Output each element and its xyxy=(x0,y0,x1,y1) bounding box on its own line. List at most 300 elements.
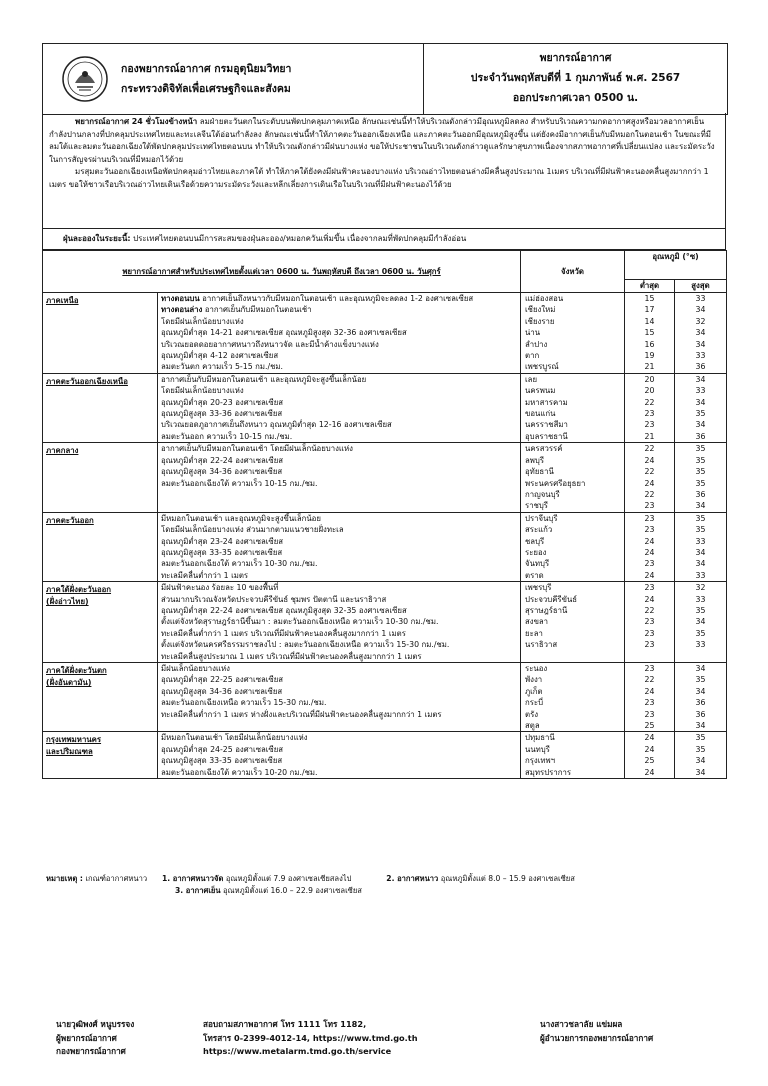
description-line xyxy=(161,628,517,639)
description-subregion: ทางตอนบน xyxy=(161,294,200,303)
min-temp-value: 24 xyxy=(644,547,655,557)
min-temp-value: 24 xyxy=(644,744,655,754)
summary-paragraph-2: มรสุมตะวันออกเฉียงเหนือพัดปกคลุมอ่าวไทยและภาคใต้ ทำให้ภาคใต้ยังคงมีฝนฟ้าคะนองบางแห่ง บริเวณอ่าวไทยตอนล่างมีคลื่นสูงประมาณ 1เมตร บริเวณที่มีฝนฟ้าคะนองคลื่นสูงมากกว่า 1 เมตร ขอให้ชาวเรือบริเวณอ่าวไทยเดินเรือด้วยความระมัดระวังและหลีกเลี่ยงการเดินเรือในบริเวณที่มีฝนฟ้าคะนองไว้ด้วย xyxy=(49,167,709,189)
min-temp-value: 23 xyxy=(644,617,655,627)
max-temp-cell xyxy=(675,732,727,779)
province-cell xyxy=(521,512,625,581)
max-temp-value: 34 xyxy=(695,374,706,384)
min-temp-value: 25 xyxy=(644,721,655,731)
description-text: อุณหภูมิต่ำสุด 24-25 องศาเซลเซียส xyxy=(161,744,284,754)
description-line xyxy=(161,744,517,755)
max-temp-value: 35 xyxy=(695,744,706,754)
min-temp-value: 22 xyxy=(644,467,655,477)
min-temp-value: 23 xyxy=(644,698,655,708)
summary-heading: พยากรณ์อากาศ 24 ชั่วโมงข้างหน้า xyxy=(75,117,198,126)
min-temp-value: 24 xyxy=(644,686,655,696)
min-temp-cell xyxy=(625,582,675,663)
province-value: ตรัง xyxy=(525,709,539,719)
region-description-cell xyxy=(158,443,521,512)
temperature-header: อุณหภูมิ (°ซ) xyxy=(625,251,727,280)
region-row xyxy=(43,582,727,663)
max-temp-value: 35 xyxy=(695,455,706,465)
province-cell xyxy=(521,732,625,779)
province-value: ประจวบคีรีขันธ์ xyxy=(525,594,578,604)
max-temp-cell xyxy=(675,373,727,442)
region-description-cell xyxy=(158,663,521,732)
description-line xyxy=(161,419,517,430)
province-value: ยะลา xyxy=(525,628,543,638)
max-temp-value: 36 xyxy=(695,489,706,499)
region-name: ภาคตะวันออก xyxy=(46,515,94,525)
max-temp-value: 36 xyxy=(695,431,706,441)
province-value: เลย xyxy=(525,374,538,384)
ministry-name: กระทรวงดิจิทัลเพื่อเศรษฐกิจและสังคม xyxy=(121,83,291,95)
max-temp-value: 33 xyxy=(695,640,706,650)
description-text: อุณหภูมิต่ำสุด 23-24 องศาเซลเซียส xyxy=(161,536,284,546)
province-cell xyxy=(521,663,625,732)
description-line xyxy=(161,350,517,361)
description-line xyxy=(161,616,517,627)
description-text: ทะเลมีคลื่นต่ำกว่า 1 เมตร xyxy=(161,570,249,580)
description-text: ลมตะวันออกเฉียงใต้ ความเร็ว 10-20 กม./ชม. xyxy=(161,767,318,777)
forecaster-title: ผู้พยากรณ์อากาศ xyxy=(56,1032,117,1043)
min-temp-value: 24 xyxy=(644,536,655,546)
min-temp-value: 23 xyxy=(644,420,655,430)
min-temp-value: 23 xyxy=(644,501,655,511)
description-text: อุณหภูมิสูงสุด 34-36 องศาเซลเซียส xyxy=(161,467,283,477)
region-row xyxy=(43,293,727,374)
footnote-line-1 xyxy=(46,873,726,885)
province-value: ตราด xyxy=(525,570,544,580)
min-temp-value: 15 xyxy=(644,294,655,303)
contact-phone: สอบถามสภาพอากาศ โทร 1111 โทร 1182, xyxy=(203,1019,367,1029)
province-value: ลำปาง xyxy=(525,339,548,349)
contact-service-link[interactable]: https://www.metalarm.tmd.go.th/service xyxy=(203,1046,392,1056)
province-value: เชียงราย xyxy=(525,316,555,326)
max-temp-value: 33 xyxy=(695,386,706,396)
region-description-cell xyxy=(158,582,521,663)
province-value: ตาก xyxy=(525,351,540,361)
description-text: อากาศเย็นกับมีหมอกในตอนเช้า และอุณหภูมิจะสูงขึ้นเล็กน้อย xyxy=(161,374,367,384)
max-temp-value: 36 xyxy=(695,698,706,708)
max-temp-value: 34 xyxy=(695,328,706,338)
province-cell xyxy=(521,582,625,663)
description-line xyxy=(161,536,517,547)
min-temp-value: 19 xyxy=(644,351,655,361)
min-temp-value: 24 xyxy=(644,455,655,465)
min-temp-cell xyxy=(625,293,675,374)
date-line: ประจำวันพฤหัสบดีที่ 1 กุมภาพันธ์ พ.ศ. 2567 xyxy=(470,72,681,84)
province-header: จังหวัด xyxy=(521,251,625,293)
description-line xyxy=(161,582,517,593)
region-description-cell xyxy=(158,732,521,779)
min-temp-value: 23 xyxy=(644,559,655,569)
max-temp-value: 35 xyxy=(695,675,706,685)
description-line xyxy=(161,732,517,743)
max-temp-value: 32 xyxy=(695,583,706,593)
description-text: ลมตะวันออก ความเร็ว 10-15 กม./ชม. xyxy=(161,431,293,441)
region-name-cell xyxy=(43,732,158,779)
description-line xyxy=(161,524,517,535)
description-text: ทะเลมีคลื่นต่ำกว่า 1 เมตร บริเวณที่มีฝนฟ้าคะนองคลื่นสูงมากกว่า 1 เมตร xyxy=(161,628,406,638)
province-value: พระนครศรีอยุธยา xyxy=(525,478,586,488)
description-text: อุณหภูมิต่ำสุด 4-12 องศาเซลเซียส xyxy=(161,351,279,361)
regional-forecast-table xyxy=(42,250,727,779)
description-text: ลมตะวันออกเฉียงเหนือ ความเร็ว 15-30 กม./ชม. xyxy=(161,698,327,708)
min-temp-value: 24 xyxy=(644,594,655,604)
description-text: ทะเลมีคลื่นต่ำกว่า 1 เมตร ห่างฝั่งและบริเวณที่มีฝนฟ้าคะนองคลื่นสูงมากกว่า 1 เมตร xyxy=(161,709,442,719)
min-temp-value: 23 xyxy=(644,640,655,650)
description-text: อากาศเย็นถึงหนาวกับมีหมอกในตอนเช้า และอุณหภูมิจะลดลง 1-2 องศาเซลเซียส xyxy=(199,294,474,303)
agency-name: กองพยากรณ์อากาศ กรมอุตุนิยมวิทยา xyxy=(121,63,292,75)
description-line xyxy=(161,674,517,685)
description-line xyxy=(161,293,517,304)
min-temp-cell xyxy=(625,663,675,732)
director-name: นางสาวชลาลัย แข่มผล xyxy=(540,1019,623,1029)
province-value: นราธิวาส xyxy=(525,640,558,650)
region-name: ภาคเหนือ xyxy=(46,296,79,305)
criteria-1-value: อุณหภูมิตั้งแต่ 7.9 องศาเซลเซียสลงไป xyxy=(223,874,352,883)
criteria-3-value: อุณหภูมิตั้งแต่ 16.0 – 22.9 องศาเซลเซียส xyxy=(220,886,362,895)
description-text: บริเวณยอดภูอากาศเย็นถึงหนาว อุณหภูมิต่ำสุด 12-16 องศาเซลเซียส xyxy=(161,420,392,430)
min-temp-value: 23 xyxy=(644,409,655,419)
description-text: บริเวณยอดดอยอากาศหนาวถึงหนาวจัด และมีน้ำค้างแข็งบางแห่ง xyxy=(161,339,379,349)
min-temp-value: 23 xyxy=(644,525,655,535)
region-subname: (ฝั่งอ่าวไทย) xyxy=(46,597,89,607)
summary-text-1: ลมฝ่ายตะวันตกในระดับบนพัดปกคลุมภาคเหนือ ลักษณะเช่นนี้ทำให้บริเวณดังกล่าวมีอุณหภูมิลดลง สำหรับบริเวณความกดอากาศสูงหรือมวลอากาศเย็นกำลังปานกลางที่ปกคลุมประเทศไทยและทะเลจีนใต้อ่อนกำลังลง ลักษณะเช่นนี้ทำให้ภาคตะวันออกเฉียงเหนือ และภาคตะวันออกมีอุณหภูมิสูงขึ้น แต่ยังคงมีอากาศเย็นกับมีหมอกในตอนเช้า ในขณะที่มีลมใต้และลมตะวันออกเฉียงใต้พัดปกคลุมประเทศไทยตอนบน ทำให้บริเวณดังกล่าวมีฝนบางแห่ง ขอให้ประชาชนในบริเวณดังกล่าวดูแลรักษาสุขภาพเนื่องจากสภาพอากาศที่เปลี่ยนแปลง และระมัดระวังในการสัญจรผ่านบริเวณที่มีหมอกไว้ด้วย xyxy=(49,117,715,164)
region-description-cell xyxy=(158,293,521,374)
min-temp-value: 16 xyxy=(644,339,655,349)
region-row xyxy=(43,373,727,442)
region-subname: และปริมณฑล xyxy=(46,747,93,757)
description-line xyxy=(161,455,517,466)
description-line xyxy=(161,558,517,569)
max-temp-value: 35 xyxy=(695,628,706,638)
max-temp-value: 33 xyxy=(695,536,706,546)
description-line xyxy=(161,547,517,558)
description-text: ทะเลมีคลื่นสูงประมาณ 1 เมตร บริเวณที่มีฝนฟ้าคะนองคลื่นสูงมากกว่า 1 เมตร xyxy=(161,651,422,661)
description-line xyxy=(161,374,517,385)
forecaster-name: นายวุฒิพงศ์ หนูบรรจง xyxy=(56,1019,135,1029)
dust-text: ประเทศไทยตอนบนมีการสะสมของฝุ่นละออง/หมอกควันเพิ่มขึ้น เนื่องจากลมที่พัดปกคลุมมีกำลังอ่อน xyxy=(130,234,467,243)
region-name: ภาคกลาง xyxy=(46,446,79,456)
description-text: อุณหภูมิสูงสุด 33-35 องศาเซลเซียส xyxy=(161,756,283,766)
description-text: ลมตะวันตก ความเร็ว 5-15 กม./ชม. xyxy=(161,362,284,372)
description-text: อุณหภูมิสูงสุด 34-36 องศาเซลเซียส xyxy=(161,686,283,696)
description-line xyxy=(161,397,517,408)
max-temp-value: 35 xyxy=(695,733,706,743)
province-value: ภูเก็ต xyxy=(525,686,543,696)
description-line xyxy=(161,594,517,605)
province-value: กระบี่ xyxy=(525,698,544,708)
criteria-2-key: 2. อากาศหนาว xyxy=(386,874,439,883)
province-value: นครพนม xyxy=(525,386,556,396)
description-line xyxy=(161,663,517,674)
region-description-cell xyxy=(158,373,521,442)
max-temp-value: 35 xyxy=(695,478,706,488)
min-temp-value: 17 xyxy=(644,305,655,315)
description-text: อุณหภูมิต่ำสุด 22-24 องศาเซลเซียส อุณหภูมิสูงสุด 32-35 องศาเซลเซียส xyxy=(161,605,407,615)
max-temp-value: 33 xyxy=(695,294,706,303)
province-value: ขอนแก่น xyxy=(525,409,556,419)
description-line xyxy=(161,408,517,419)
description-text: ส่วนมากบริเวณจังหวัดประจวบคีรีขันธ์ ชุมพร ปัตตานี และนราธิวาส xyxy=(161,594,387,604)
min-temp-cell xyxy=(625,512,675,581)
max-temp-cell xyxy=(675,443,727,512)
max-temp-value: 34 xyxy=(695,339,706,349)
description-text: โดยมีฝนเล็กน้อยบางแห่ง xyxy=(161,316,244,326)
region-name: ภาคใต้ฝั่งตะวันตก xyxy=(46,666,107,675)
region-row xyxy=(43,443,727,512)
region-row xyxy=(43,512,727,581)
description-line xyxy=(161,605,517,616)
description-text: มีฝนเล็กน้อยบางแห่ง xyxy=(161,664,230,673)
province-value: เชียงใหม่ xyxy=(525,305,556,315)
min-temp-value: 21 xyxy=(644,431,655,441)
region-name: ภาคตะวันออกเฉียงเหนือ xyxy=(46,376,128,386)
forecast-period-header: พยากรณ์อากาศสำหรับประเทศไทยตั้งแต่เวลา 0600 น. วันพฤหัสบดี ถึงเวลา 0600 น. วันศุกร์ xyxy=(43,251,521,293)
min-temp-cell xyxy=(625,732,675,779)
forecaster-signature xyxy=(56,1018,134,1059)
criteria-3-key: 3. อากาศเย็น xyxy=(175,886,221,895)
description-text: ตั้งแต่จังหวัดนครศรีธรรมราชลงไป : ลมตะวันออกเฉียงเหนือ ความเร็ว 15-30 กม./ชม. xyxy=(161,640,450,650)
title-block xyxy=(424,44,727,114)
issued-line: ออกประกาศเวลา 0500 น. xyxy=(512,92,639,104)
min-temp-value: 23 xyxy=(644,709,655,719)
min-temp-cell xyxy=(625,373,675,442)
contact-info xyxy=(203,1018,418,1059)
max-temp-cell xyxy=(675,512,727,581)
description-text: อุณหภูมิต่ำสุด 14-21 องศาเซลเซียส อุณหภูมิสูงสุด 32-36 องศาเซลเซียส xyxy=(161,328,407,338)
description-text: อุณหภูมิต่ำสุด 22-24 องศาเซลเซียส xyxy=(161,455,284,465)
page-title: พยากรณ์อากาศ xyxy=(539,52,612,64)
description-line xyxy=(161,686,517,697)
description-text: อุณหภูมิสูงสุด 33-36 องศาเซลเซียส xyxy=(161,409,283,419)
footnote xyxy=(46,873,726,897)
region-name-cell xyxy=(43,663,158,732)
min-temp-value: 24 xyxy=(644,478,655,488)
max-temp-value: 35 xyxy=(695,444,706,454)
description-line xyxy=(161,339,517,350)
max-temp-value: 33 xyxy=(695,351,706,361)
description-line xyxy=(161,327,517,338)
min-temp-value: 21 xyxy=(644,362,655,372)
region-subname: (ฝั่งอันดามัน) xyxy=(46,678,92,687)
description-line xyxy=(161,385,517,396)
max-temp-value: 36 xyxy=(695,362,706,372)
description-subregion: ทางตอนล่าง xyxy=(161,305,203,315)
description-line xyxy=(161,513,517,524)
description-line xyxy=(161,478,517,489)
description-line xyxy=(161,570,517,581)
max-temp-header: สูงสุด xyxy=(675,280,727,293)
province-cell xyxy=(521,443,625,512)
description-line xyxy=(161,767,517,778)
province-value: ระนอง xyxy=(525,664,548,673)
description-text: ลมตะวันออกเฉียงใต้ ความเร็ว 10-15 กม./ชม. xyxy=(161,478,318,488)
description-text: มีฝนฟ้าคะนอง ร้อยละ 10 ของพื้นที่ xyxy=(161,583,279,593)
min-temp-value: 23 xyxy=(644,583,655,593)
province-value: น่าน xyxy=(525,328,541,338)
description-line xyxy=(161,316,517,327)
min-temp-value: 25 xyxy=(644,756,655,766)
max-temp-cell xyxy=(675,293,727,374)
contact-fax-website[interactable]: โทรสาร 0-2399-4012-14, https://www.tmd.go.th xyxy=(203,1032,418,1043)
province-cell xyxy=(521,293,625,374)
max-temp-value: 34 xyxy=(695,767,706,777)
min-temp-header: ต่ำสุด xyxy=(625,280,675,293)
min-temp-value: 15 xyxy=(644,328,655,338)
max-temp-value: 34 xyxy=(695,305,706,315)
max-temp-value: 34 xyxy=(695,501,706,511)
region-row xyxy=(43,732,727,779)
agency-block xyxy=(43,44,424,114)
max-temp-cell xyxy=(675,663,727,732)
table-body xyxy=(43,293,727,779)
description-line xyxy=(161,304,517,315)
province-value: สระแก้ว xyxy=(525,525,553,535)
description-text: ลมตะวันออกเฉียงใต้ ความเร็ว 10-30 กม./ชม. xyxy=(161,559,318,569)
description-text: มีหมอกในตอนเช้า และอุณหภูมิจะสูงขึ้นเล็กน้อย xyxy=(161,513,321,523)
min-temp-value: 20 xyxy=(644,374,655,384)
max-temp-value: 34 xyxy=(695,617,706,627)
region-name-cell xyxy=(43,582,158,663)
max-temp-value: 35 xyxy=(695,513,706,523)
dust-heading: ฝุ่นละอองในระยะนี้: xyxy=(63,234,131,243)
min-temp-value: 24 xyxy=(644,733,655,743)
min-temp-value: 22 xyxy=(644,444,655,454)
max-temp-value: 34 xyxy=(695,559,706,569)
province-value: ลพบุรี xyxy=(525,455,545,465)
province-value: สตูล xyxy=(525,721,540,731)
max-temp-value: 34 xyxy=(695,397,706,407)
description-line xyxy=(161,639,517,650)
min-temp-value: 14 xyxy=(644,316,655,326)
min-temp-value: 22 xyxy=(644,397,655,407)
province-value: เพชรบุรี xyxy=(525,583,552,593)
region-name-cell xyxy=(43,512,158,581)
province-value: สุราษฎร์ธานี xyxy=(525,605,568,615)
province-value: อุทัยธานี xyxy=(525,467,554,477)
region-name-cell xyxy=(43,373,158,442)
min-temp-value: 22 xyxy=(644,605,655,615)
criteria-label: เกณฑ์อากาศหนาว xyxy=(85,874,148,883)
region-name: ภาคใต้ฝั่งตะวันออก xyxy=(46,585,112,595)
description-text: มีหมอกในตอนเช้า โดยมีฝนเล็กน้อยบางแห่ง xyxy=(161,733,308,743)
description-text: อุณหภูมิสูงสุด 33-35 องศาเซลเซียส xyxy=(161,547,283,557)
max-temp-value: 35 xyxy=(695,409,706,419)
description-line xyxy=(161,443,517,454)
max-temp-cell xyxy=(675,582,727,663)
footnote-line-2 xyxy=(46,885,726,897)
province-value: ปทุมธานี xyxy=(525,733,555,743)
min-temp-value: 23 xyxy=(644,513,655,523)
max-temp-value: 35 xyxy=(695,525,706,535)
description-text: โดยมีฝนเล็กน้อยบางแห่ง xyxy=(161,386,244,396)
description-line xyxy=(161,651,517,662)
province-value: นครราชสีมา xyxy=(525,420,568,430)
description-text: โดยมีฝนเล็กน้อยบางแห่ง ส่วนมากตามแนวชายฝั่งทะเล xyxy=(161,525,344,535)
min-temp-value: 24 xyxy=(644,767,655,777)
province-value: ระยอง xyxy=(525,547,547,557)
max-temp-value: 34 xyxy=(695,756,706,766)
region-row xyxy=(43,663,727,732)
region-description-cell xyxy=(158,512,521,581)
director-signature xyxy=(540,1018,653,1045)
max-temp-value: 33 xyxy=(695,570,706,580)
province-value: เพชรบูรณ์ xyxy=(525,362,559,372)
max-temp-value: 35 xyxy=(695,605,706,615)
description-text: อากาศเย็นกับมีหมอกในตอนเช้า xyxy=(202,305,312,315)
forecast-summary xyxy=(42,113,726,229)
province-value: ชลบุรี xyxy=(525,536,545,546)
min-temp-value: 20 xyxy=(644,386,655,396)
max-temp-value: 33 xyxy=(695,594,706,604)
min-temp-value: 24 xyxy=(644,570,655,580)
description-line xyxy=(161,361,517,372)
min-temp-value: 23 xyxy=(644,664,655,673)
province-value: พังงา xyxy=(525,675,543,685)
province-value: กาญจนบุรี xyxy=(525,489,560,499)
province-value: ปราจีนบุรี xyxy=(525,513,558,523)
province-value: ราชบุรี xyxy=(525,501,548,511)
region-name-cell xyxy=(43,293,158,374)
max-temp-value: 35 xyxy=(695,467,706,477)
min-temp-value: 22 xyxy=(644,489,655,499)
criteria-2-value: อุณหภูมิตั้งแต่ 8.0 – 15.9 องศาเซลเซียส xyxy=(438,874,575,883)
description-text: ตั้งแต่จังหวัดสุราษฎร์ธานีขึ้นมา : ลมตะวันออกเฉียงเหนือ ความเร็ว 10-30 กม./ชม. xyxy=(161,617,439,627)
max-temp-value: 36 xyxy=(695,709,706,719)
tmd-logo-icon xyxy=(61,55,109,103)
description-text: อากาศเย็นกับมีหมอกในตอนเช้า โดยมีฝนเล็กน้อยบางแห่ง xyxy=(161,444,353,454)
description-line xyxy=(161,431,517,442)
province-value: นครสวรรค์ xyxy=(525,444,563,454)
province-value: แม่ฮ่องสอน xyxy=(525,294,564,303)
province-value: มหาสารคาม xyxy=(525,397,568,407)
max-temp-value: 34 xyxy=(695,547,706,557)
province-value: จันทบุรี xyxy=(525,559,550,569)
min-temp-value: 23 xyxy=(644,628,655,638)
region-name-cell xyxy=(43,443,158,512)
footnote-label: หมายเหตุ : xyxy=(46,874,83,883)
max-temp-value: 34 xyxy=(695,664,706,673)
province-value: อุบลราชธานี xyxy=(525,431,568,441)
min-temp-value: 22 xyxy=(644,675,655,685)
criteria-1-key: 1. อากาศหนาวจัด xyxy=(162,874,224,883)
summary-paragraph-1 xyxy=(49,116,719,166)
province-value: สงขลา xyxy=(525,617,549,627)
max-temp-value: 34 xyxy=(695,721,706,731)
region-name: กรุงเทพมหานคร xyxy=(46,735,102,745)
province-value: นนทบุรี xyxy=(525,744,550,754)
description-text: อุณหภูมิต่ำสุด 20-23 องศาเซลเซียส xyxy=(161,397,284,407)
province-value: สมุทรปราการ xyxy=(525,767,572,777)
description-text: อุณหภูมิต่ำสุด 22-25 องศาเซลเซียส xyxy=(161,675,284,685)
description-line xyxy=(161,466,517,477)
min-temp-cell xyxy=(625,443,675,512)
forecaster-division: กองพยากรณ์อากาศ xyxy=(56,1046,126,1056)
description-line xyxy=(161,697,517,708)
max-temp-value: 34 xyxy=(695,420,706,430)
province-cell xyxy=(521,373,625,442)
description-line xyxy=(161,755,517,766)
province-value: กรุงเทพฯ xyxy=(525,756,556,766)
document-header xyxy=(42,43,728,115)
description-line xyxy=(161,709,517,720)
max-temp-value: 32 xyxy=(695,316,706,326)
max-temp-value: 34 xyxy=(695,686,706,696)
director-title: ผู้อำนวยการกองพยากรณ์อากาศ xyxy=(540,1032,654,1043)
